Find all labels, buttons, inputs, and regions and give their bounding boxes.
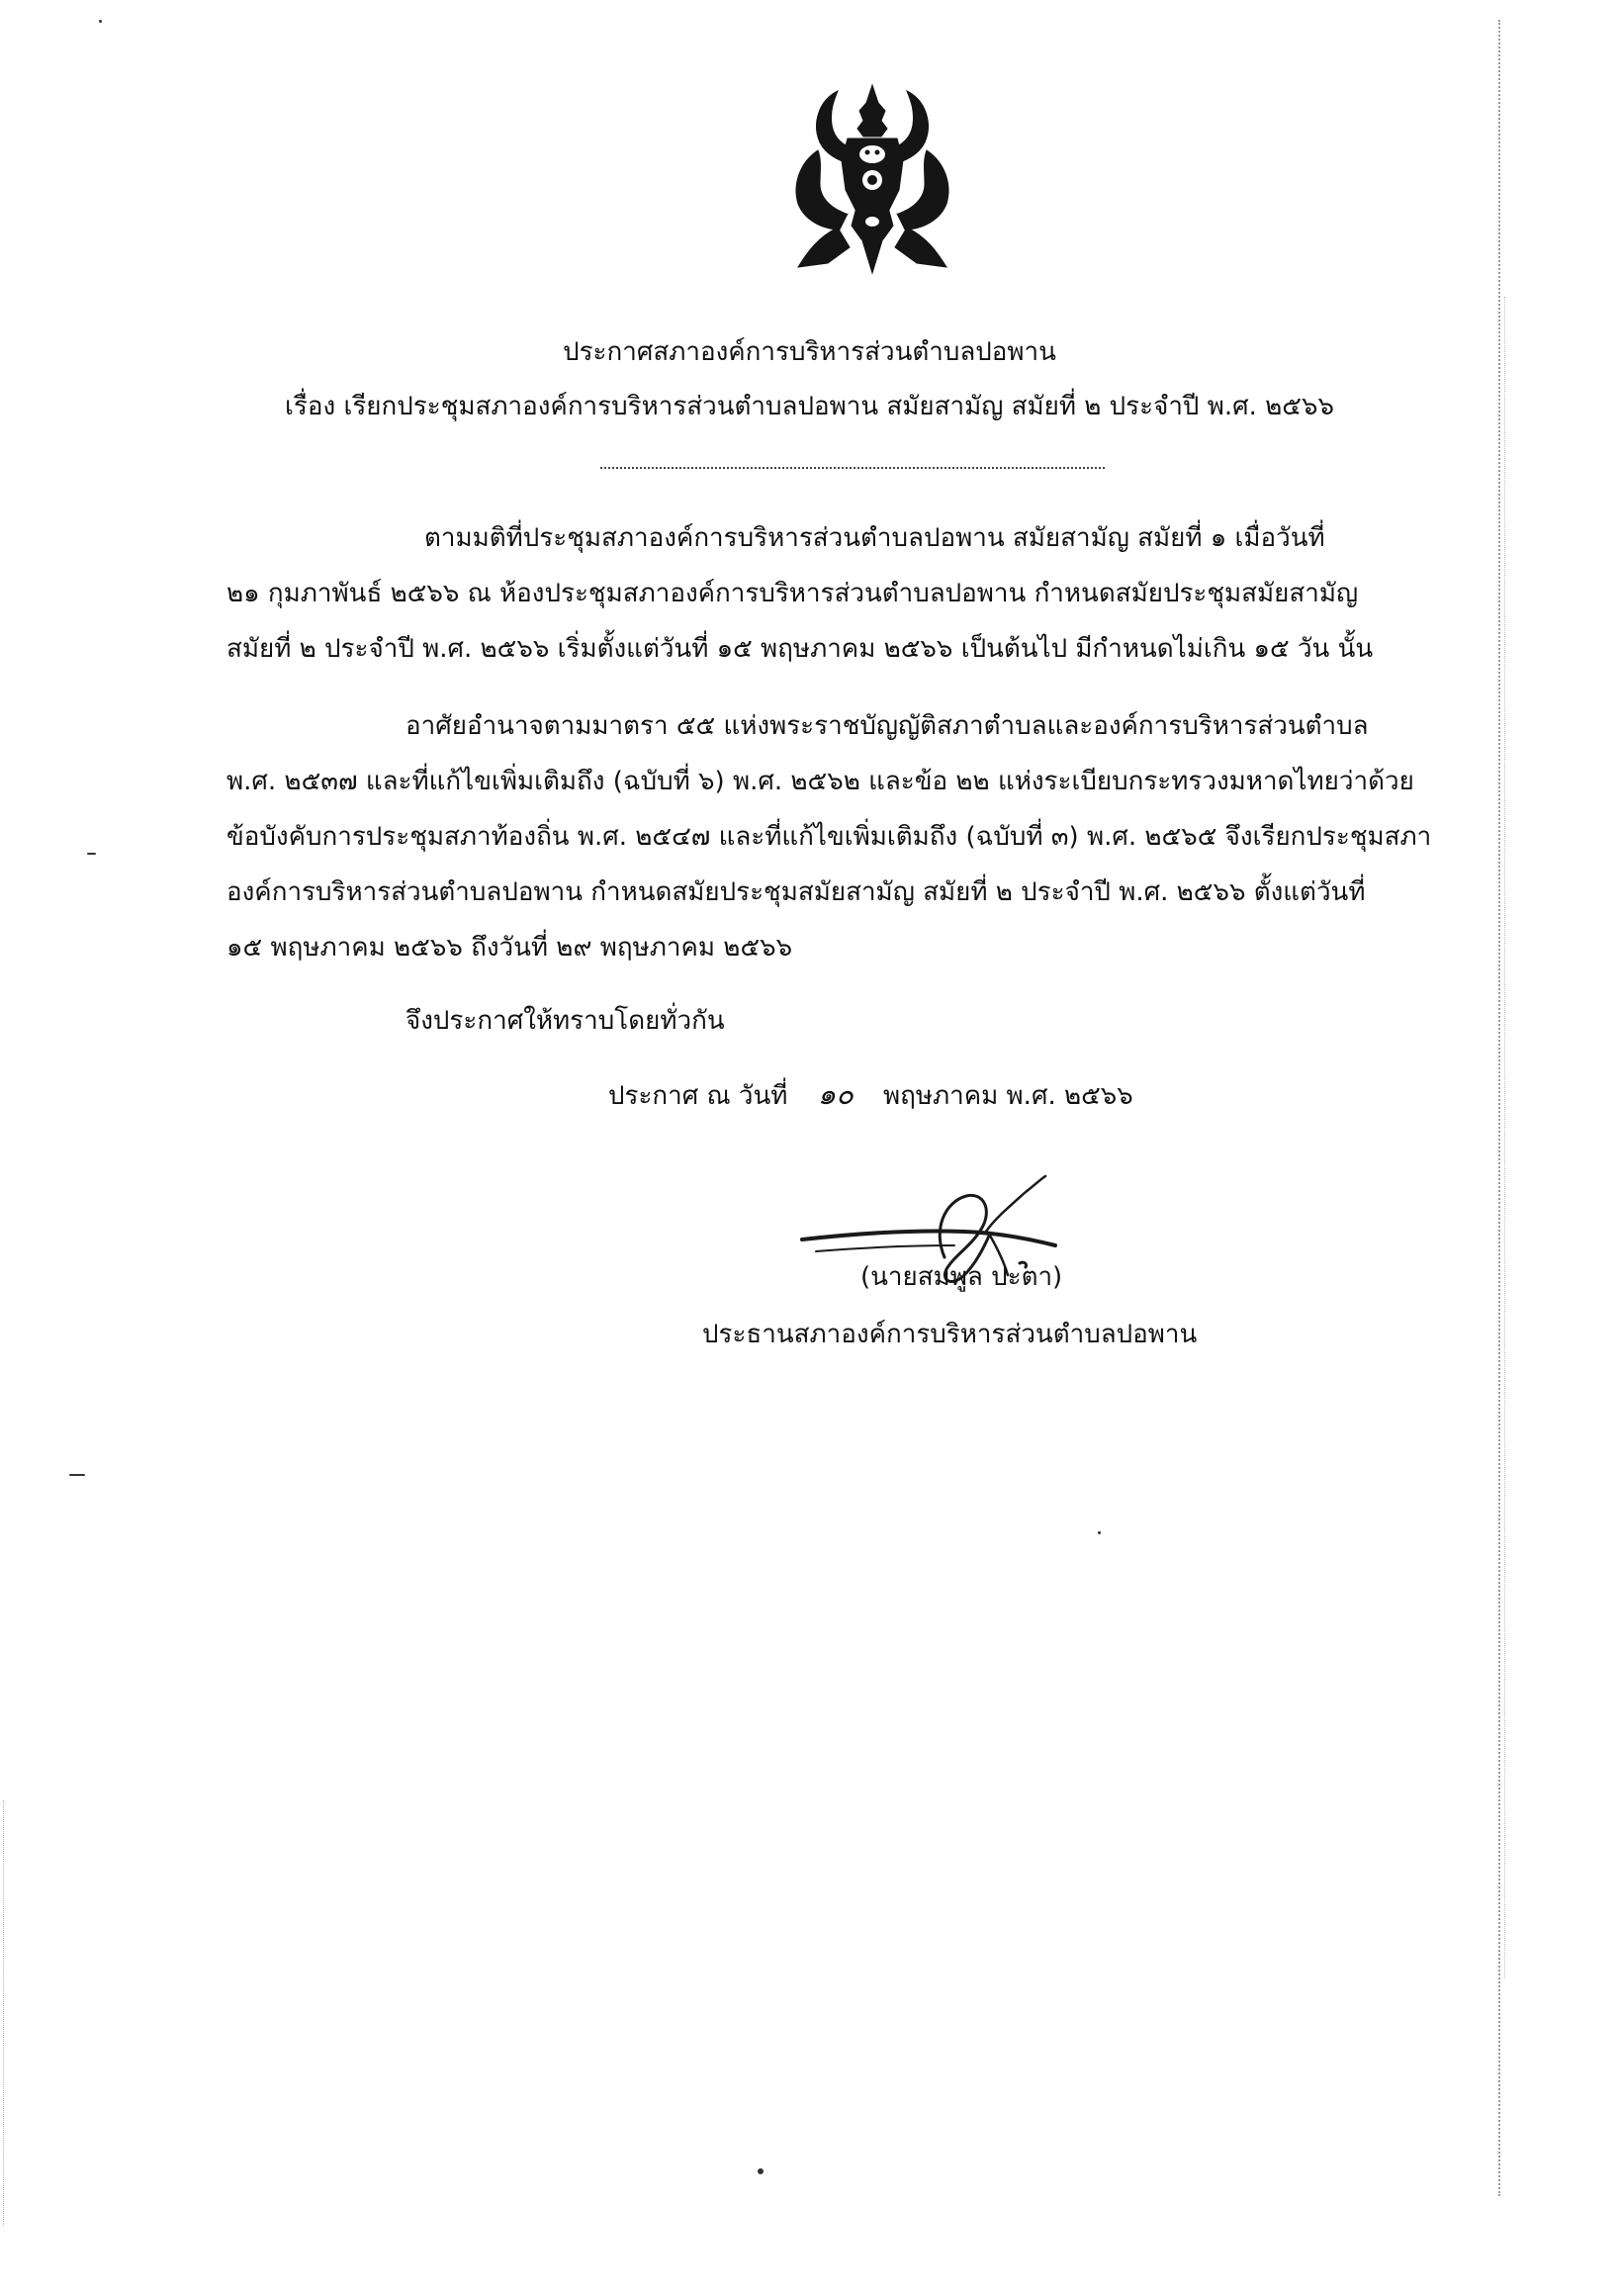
announcement-date <box>608 1075 1133 1115</box>
paragraph-resolution <box>226 510 1508 677</box>
paragraph-line: ข้อบังคับการประชุมสภาท้องถิ่น พ.ศ. ๒๕๔๗ และที่แก้ไขเพิ่มเติมถึง (ฉบับที่ ๓) พ.ศ. ๒๕๖๕ จึงเรียกประชุมสภา <box>226 822 1432 852</box>
signatory-name: (นายสมพูล ปะตา) <box>860 1262 1063 1292</box>
scan-speck <box>1098 1531 1101 1534</box>
paragraph-line: ๑๕ พฤษภาคม ๒๕๖๖ ถึงวันที่ ๒๙ พฤษภาคม ๒๕๖๖ <box>226 933 793 963</box>
scan-speck <box>99 20 102 23</box>
announcement-title: ประกาศสภาองค์การบริหารส่วนตำบลปอพาน <box>563 337 1056 367</box>
scan-edge-left <box>3 1800 4 2226</box>
paragraph-line: พ.ศ. ๒๕๓๗ และที่แก้ไขเพิ่มเติมถึง (ฉบับที่ ๖) พ.ศ. ๒๕๖๒ และข้อ ๒๒ แห่งระเบียบกระทรวงมหาดไทยว่าด้วย <box>226 767 1414 796</box>
scan-speck <box>87 853 96 855</box>
signatory-position: ประธานสภาองค์การบริหารส่วนตำบลปอพาน <box>702 1320 1198 1349</box>
scan-speck <box>69 1474 85 1476</box>
dotted-divider <box>600 467 1105 469</box>
closing-statement: จึงประกาศให้ทราบโดยทั่วกัน <box>405 1006 725 1036</box>
date-day: ๑๐ <box>817 1077 854 1111</box>
scan-speck <box>758 2168 764 2174</box>
paragraph-line: ๒๑ กุมภาพันธ์ ๒๕๖๖ ณ ห้องประชุมสภาองค์การบริหารส่วนตำบลปอพาน กำหนดสมัยประชุมสมัยสามัญ <box>226 579 1359 608</box>
garuda-emblem-icon <box>778 81 966 275</box>
paragraph-line: อาศัยอำนาจตามมาตรา ๕๕ แห่งพระราชบัญญัติสภาตำบลและองค์การบริหารส่วนตำบล <box>405 711 1369 741</box>
paragraph-line: องค์การบริหารส่วนตำบลปอพาน กำหนดสมัยประชุมสมัยสามัญ สมัยที่ ๒ ประจำปี พ.ศ. ๒๕๖๖ ตั้งแต่วันที่ <box>226 877 1366 907</box>
paragraph-line: ตามมติที่ประชุมสภาองค์การบริหารส่วนตำบลปอพาน สมัยสามัญ สมัยที่ ๑ เมื่อวันที่ <box>424 523 1325 553</box>
date-month-year: พฤษภาคม พ.ศ. ๒๕๖๖ <box>882 1081 1133 1111</box>
date-prefix: ประกาศ ณ วันที่ <box>608 1081 788 1111</box>
paragraph-line: สมัยที่ ๒ ประจำปี พ.ศ. ๒๕๖๖ เริ่มตั้งแต่วันที่ ๑๕ พฤษภาคม ๒๕๖๖ เป็นต้นไป มีกำหนดไม่เกิน ๑๕ วัน นั้น <box>226 634 1374 664</box>
paragraph-authority <box>226 698 1508 975</box>
announcement-subject: เรื่อง เรียกประชุมสภาองค์การบริหารส่วนตำบลปอพาน สมัยสามัญ สมัยที่ ๒ ประจำปี พ.ศ. ๒๕๖๖ <box>285 392 1334 421</box>
